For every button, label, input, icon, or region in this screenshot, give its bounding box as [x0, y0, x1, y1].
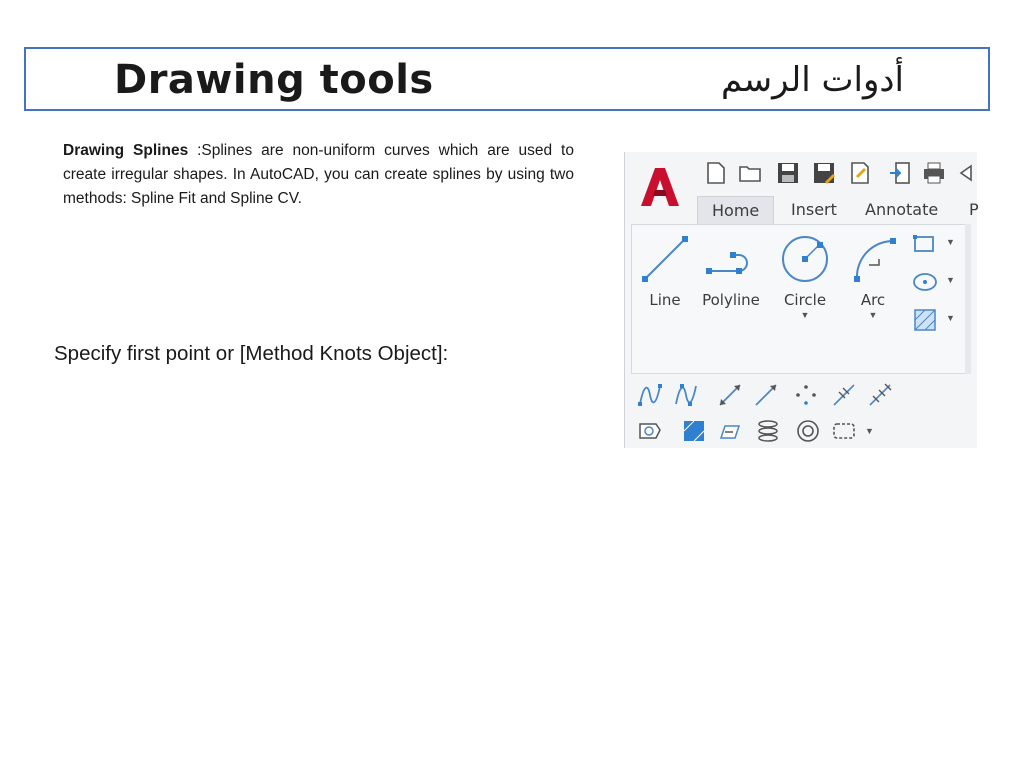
measure-icon[interactable]: [867, 382, 893, 408]
circle-tool[interactable]: [772, 231, 838, 320]
quick-access-toolbar: [625, 152, 977, 200]
polyline-tool[interactable]: [698, 231, 764, 309]
donut-icon[interactable]: [795, 418, 821, 444]
autocad-logo-icon: [637, 162, 681, 212]
description-heading: Drawing Splines: [63, 142, 189, 159]
multiple-points-icon[interactable]: [793, 382, 819, 408]
helix-icon[interactable]: [755, 418, 781, 444]
circle-icon: [777, 231, 833, 287]
region-icon[interactable]: [637, 418, 663, 444]
description-paragraph: [63, 139, 574, 211]
title-box: [24, 47, 990, 111]
publish-icon[interactable]: [847, 160, 873, 186]
save-icon[interactable]: [775, 160, 801, 186]
new-file-icon[interactable]: [703, 160, 729, 186]
description-body: :Splines are non-uniform curves which are used to create irregular shapes. In AutoCAD, you can create splines by using two methods: Spline Fit and Spline CV.: [63, 142, 574, 207]
boundary-icon[interactable]: [831, 418, 857, 444]
ellipse-dropdown-icon[interactable]: ▼: [946, 275, 955, 285]
circle-tool-label: Circle: [783, 291, 827, 309]
ribbon-tabs: [697, 196, 987, 224]
line-tool-label: Line: [649, 291, 681, 309]
ellipse-icon: [912, 269, 938, 295]
autocad-ribbon-screenshot: [624, 152, 977, 448]
line-tool[interactable]: [632, 231, 698, 309]
divide-icon[interactable]: [831, 382, 857, 408]
side-tools: [912, 231, 968, 345]
hatch-tool[interactable]: [912, 307, 968, 345]
ray-icon[interactable]: [753, 382, 779, 408]
construction-line-icon[interactable]: [717, 382, 743, 408]
tab-home[interactable]: Home: [697, 196, 774, 224]
circle-dropdown-icon[interactable]: ▼: [800, 310, 810, 320]
ellipse-tool[interactable]: [912, 269, 968, 307]
tab-annotate[interactable]: Annotate: [865, 200, 939, 219]
command-prompt-text: Specify first point or [Method Knots Object]:: [54, 342, 449, 365]
hatch-icon: [912, 307, 938, 333]
hatch-dropdown-icon[interactable]: ▼: [946, 313, 955, 323]
polyline-tool-label: Polyline: [702, 291, 760, 309]
page-title-arabic: أدوات الرسم: [721, 60, 904, 100]
tab-insert[interactable]: Insert: [791, 200, 837, 219]
line-icon: [637, 231, 693, 287]
polyline-icon: [703, 231, 759, 287]
more-draw-tools-dropdown-icon[interactable]: ▼: [865, 426, 874, 436]
rectangle-tool[interactable]: [912, 231, 968, 269]
arc-tool[interactable]: [840, 231, 906, 320]
print-icon[interactable]: [921, 160, 947, 186]
revision-cloud-icon[interactable]: [717, 418, 743, 444]
import-icon[interactable]: [887, 160, 913, 186]
tab-partial[interactable]: P: [969, 200, 979, 219]
page-title: Drawing tools: [114, 57, 434, 103]
arc-dropdown-icon[interactable]: ▼: [868, 310, 878, 320]
arc-icon: [845, 231, 901, 287]
undo-icon[interactable]: [957, 160, 983, 186]
draw-panel-expanded: [631, 374, 971, 448]
draw-panel: [631, 224, 971, 374]
save-as-icon[interactable]: [811, 160, 837, 186]
wipeout-icon[interactable]: [681, 418, 707, 444]
rectangle-icon: [912, 231, 938, 257]
arc-tool-label: Arc: [860, 291, 886, 309]
spline-fit-icon[interactable]: [637, 382, 663, 408]
rectangle-dropdown-icon[interactable]: ▼: [946, 237, 955, 247]
spline-cv-icon[interactable]: [673, 382, 699, 408]
open-folder-icon[interactable]: [737, 160, 763, 186]
